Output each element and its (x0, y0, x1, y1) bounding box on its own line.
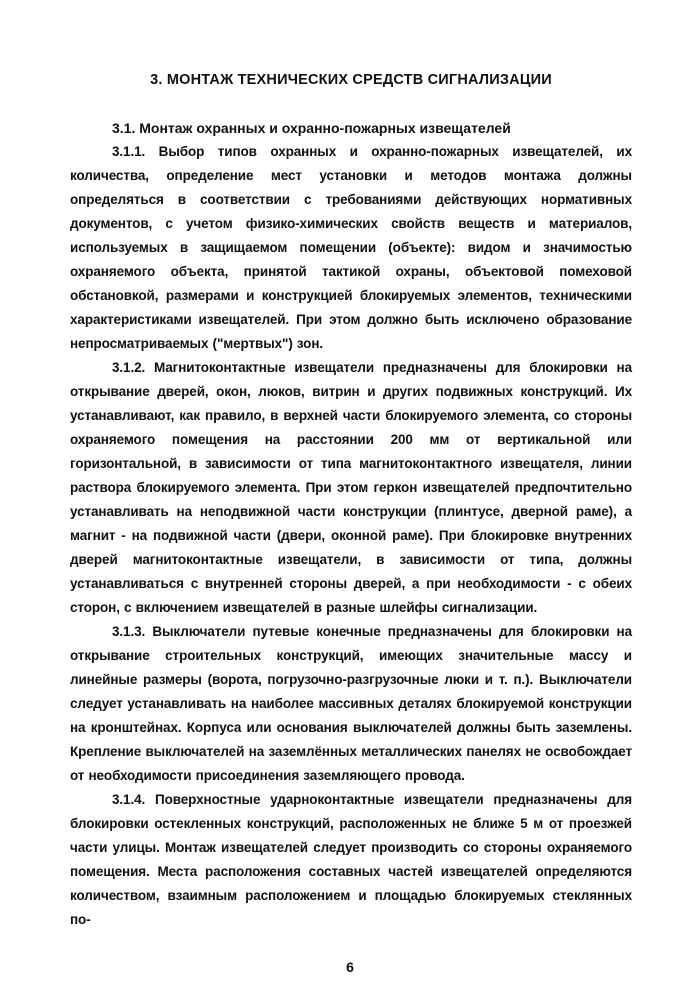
paragraph-3-1-1: 3.1.1. Выбор типов охранных и охранно-пожарных извещателей, их количества, определение мест установки и методов монтажа должны определяться в соответствии с требованиями действующих нормативных документов, с учетом физико-химических свойств веществ и материалов, используемых в защищаемом помещении (объекте): видом и значимостью охраняемого объекта, принятой тактикой охраны, объектовой помеховой обстановкой, размерами и конструкцией блокируемых элементов, техническими характеристиками извещателей. При этом должно быть исключено образование непросматриваемых ("мертвых") зон. (70, 144, 632, 351)
paragraph-3-1-4: 3.1.4. Поверхностные ударноконтактные извещатели предназначены для блокировки остекленных конструкций, расположенных не ближе 5 м от проезжей части улицы. Монтаж извещателей следует производить со стороны охраняемого помещения. Места расположения составных частей извещателей определяются количеством, взаимным расположением и площадью блокируемых стеклянных по- (70, 792, 632, 927)
paragraph-3-1-2: 3.1.2. Магнитоконтактные извещатели предназначены для блокировки на открывание дверей, окон, люков, витрин и других подвижных конструкций. Их устанавливают, как правило, в верхней части блокируемого элемента, со стороны охраняемого помещения на расстоянии 200 мм от вертикальной или горизонтальной, в зависимости от типа магнитоконтактного извещателя, линии раствора блокируемого элемента. При этом геркон извещателей предпочтительно устанавливать на неподвижной части конструкции (плинтусе, дверной раме), а магнит - на подвижной части (двери, оконной раме). При блокировке внутренних дверей магнитоконтактные извещатели, в зависимости от типа, должны устанавливаться с внутренней стороны дверей, а при необходимости - с обеих сторон, с включением извещателей в разные шлейфы сигнализации. (70, 360, 632, 615)
section-heading: 3.1. Монтаж охранных и охранно-пожарных извещателей (112, 120, 511, 136)
paragraph-3-1-3: 3.1.3. Выключатели путевые конечные предназначены для блокировки на открывание строительных конструкций, имеющих значительные массу и линейные размеры (ворота, погрузочно-разгрузочные люки и т. п.). Выключатели следует устанавливать на наиболее массивных деталях блокируемой конструкции на кронштейнах. Корпуса или основания выключателей должны быть заземлены. Крепление выключателей на заземлённых металлических панелях не освобождает от необходимости присоединения заземляющего провода. (70, 624, 632, 783)
document-title: 3. МОНТАЖ ТЕХНИЧЕСКИХ СРЕДСТВ СИГНАЛИЗАЦИИ (150, 72, 552, 88)
page-number: 6 (346, 959, 354, 975)
